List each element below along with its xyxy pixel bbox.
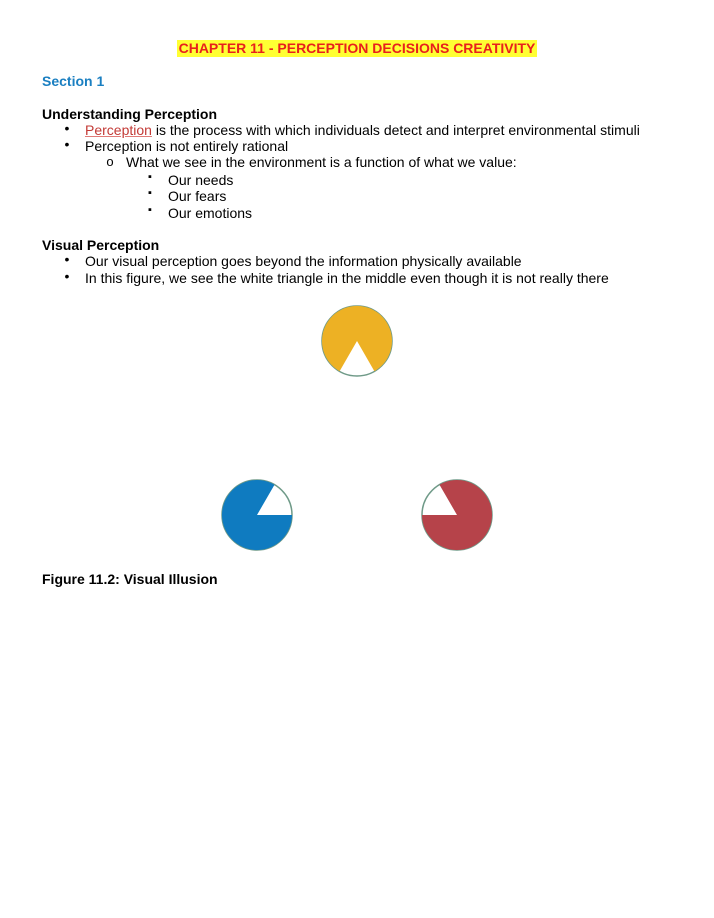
square-bullet-marker: ▪ — [148, 187, 152, 199]
list-item-text: Our needs — [168, 172, 234, 188]
list-item-text: Our emotions — [168, 205, 253, 221]
chapter-title: CHAPTER 11 - PERCEPTION DECISIONS CREATIVITY — [178, 40, 536, 56]
pacman-left-shape — [222, 480, 292, 550]
bullet-white-triangle — [64, 268, 609, 287]
bullet-text: Our visual perception goes beyond the information physically available — [85, 253, 522, 269]
list-item-needs — [148, 171, 234, 189]
bullet-text: is the process with which individuals detect and interpret environmental stimuli — [151, 122, 640, 138]
figure-caption: Figure 11.2: Visual Illusion — [42, 571, 218, 587]
list-item-emotions — [148, 204, 253, 222]
bullet-marker: • — [64, 251, 70, 267]
title-container — [0, 40, 714, 58]
pacman-top-outline — [322, 306, 392, 376]
pacman-left — [222, 480, 292, 550]
sub-bullet-text: What we see in the environment is a function of what we value: — [126, 154, 517, 170]
bullet-text: In this figure, we see the white triangle in the middle even though it is not really there — [85, 270, 609, 286]
pacman-right-shape — [422, 480, 492, 550]
bullet-perception-definition — [64, 120, 640, 139]
bullet-text: Perception is not entirely rational — [85, 138, 289, 154]
sub-bullet-values — [106, 154, 517, 171]
section-heading: Section 1 — [42, 73, 105, 89]
pacman-right-outline — [422, 480, 492, 550]
bullet-marker: • — [64, 120, 70, 136]
bullet-beyond-information — [64, 251, 522, 270]
perception-link[interactable]: Perception — [85, 122, 152, 138]
list-item-fears — [148, 187, 227, 205]
pacman-top — [322, 306, 392, 376]
pacman-right — [422, 480, 492, 550]
bullet-marker: • — [64, 268, 70, 284]
pacman-top-shape — [322, 306, 392, 371]
visual-perception-heading: Visual Perception — [42, 237, 160, 253]
understanding-perception-heading: Understanding Perception — [42, 106, 218, 122]
list-item-text: Our fears — [168, 188, 227, 204]
square-bullet-marker: ▪ — [148, 171, 152, 183]
bullet-marker: • — [64, 136, 70, 152]
square-bullet-marker: ▪ — [148, 204, 152, 216]
sub-bullet-marker: o — [106, 154, 114, 169]
pacman-left-outline — [222, 480, 292, 550]
